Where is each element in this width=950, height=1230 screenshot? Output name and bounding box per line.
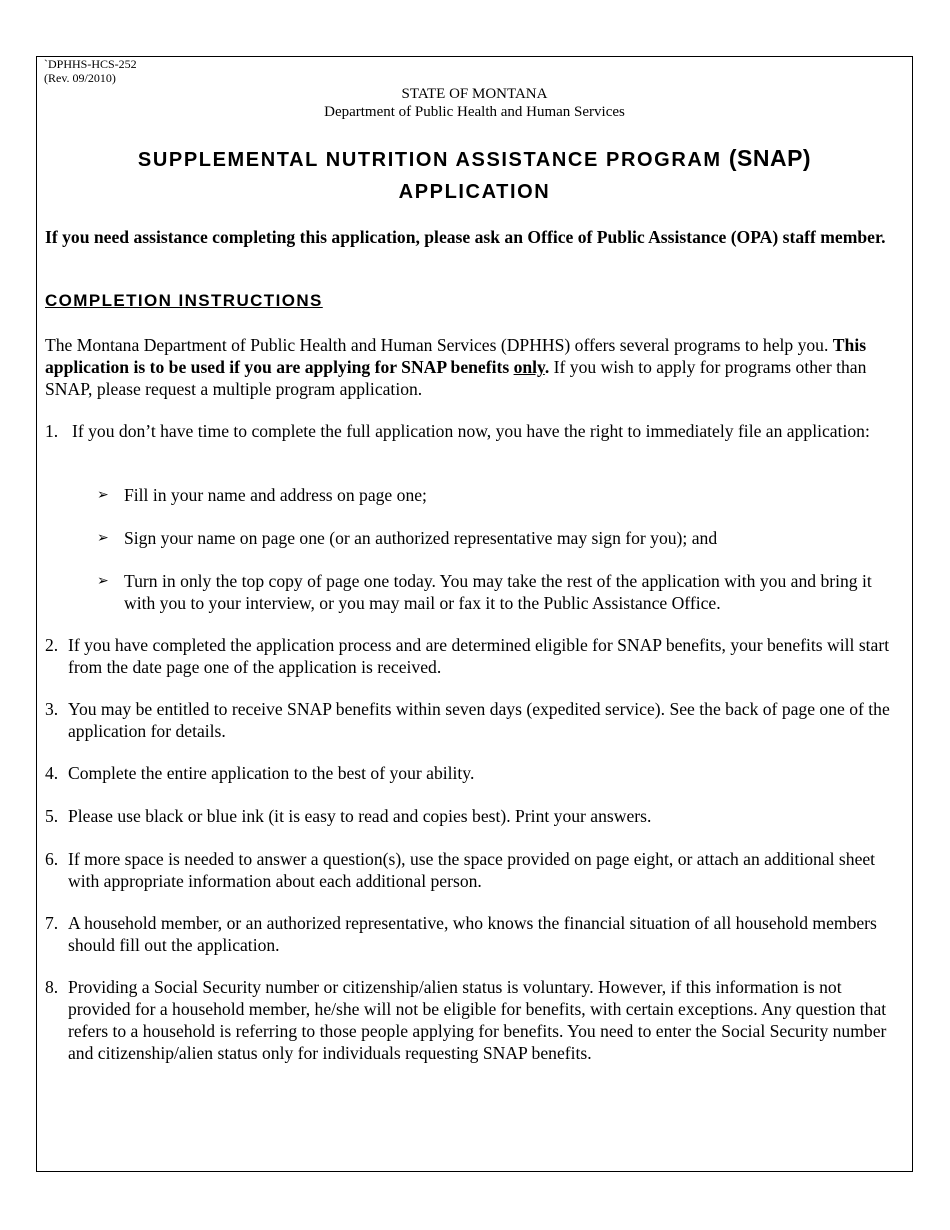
sub-step-3 (97, 570, 897, 614)
intro-bold-sentence: This application is to be used if you are applying for SNAP benefits only. (45, 335, 867, 377)
sub-step-text: Turn in only the top copy of page one today. You may take the rest of the application with you and bring it with you to your interview, or you may mail or fax it to the Public Assistance Office. (124, 571, 872, 613)
sub-step-1 (97, 484, 897, 506)
intro-only-emphasis: only (513, 357, 545, 377)
instruction-number: 4. (45, 763, 59, 783)
title-program-name: SUPPLEMENTAL NUTRITION ASSISTANCE PROGRAM (137, 149, 729, 171)
instruction-text: If you have completed the application process and are determined eligible for SNAP benefits, your benefits will start from the date page one of the application is received. (68, 635, 890, 677)
instruction-number: 6. (45, 849, 59, 869)
agency-header (36, 85, 913, 121)
state-name: STATE OF MONTANA (401, 86, 548, 102)
instruction-text: Complete the entire application to the best of your ability. (68, 763, 475, 783)
instruction-number: 5. (45, 806, 59, 826)
page-title (36, 142, 913, 208)
instruction-item-7 (45, 912, 905, 956)
instruction-text: Providing a Social Security number or citizenship/alien status is voluntary. However, if this information is not provided for a household member, he/she will not be eligible for benefits, with certain exceptions. Any question that refers to a household is referring to those people applying for benefits. You need to enter the Social Security number and citizenship/alien status only for individuals requesting SNAP benefits. (68, 977, 887, 1063)
instruction-item-5 (45, 805, 905, 827)
form-number: `DPHHS-HCS-252 (44, 57, 137, 71)
instruction-item-4 (45, 762, 905, 784)
instruction-text: A household member, or an authorized representative, who knows the financial situation of all household members should fill out the application. (68, 913, 877, 955)
instruction-number: 7. (45, 913, 59, 933)
instruction-item-8 (45, 976, 905, 1064)
section-heading: COMPLETION INSTRUCTIONS (45, 291, 323, 310)
instruction-text: If more space is needed to answer a question(s), use the space provided on page eight, or attach an additional sheet with appropriate information about each additional person. (68, 849, 876, 891)
department-name: Department of Public Health and Human Services (324, 104, 625, 120)
form-revision: (Rev. 09/2010) (44, 71, 116, 85)
intro-paragraph (45, 334, 905, 400)
sub-step-text: Sign your name on page one (or an authorized representative may sign for you); and (124, 528, 718, 548)
instruction-text: You may be entitled to receive SNAP benefits within seven days (expedited service). See the back of page one of the application for details. (68, 699, 890, 741)
sub-step-2 (97, 527, 897, 549)
title-acronym: (SNAP) (728, 145, 812, 171)
title-line-2: APPLICATION (398, 181, 551, 203)
sub-step-text: Fill in your name and address on page one; (124, 485, 427, 505)
instruction-text: If you don’t have time to complete the full application now, you have the right to immediately file an application: (72, 421, 870, 441)
intro-sentence-1: The Montana Department of Public Health and Human Services (DPHHS) offers several programs to help you. (45, 335, 829, 355)
title-line-1 (36, 142, 913, 176)
arrow-bullet-icon: ➢ (97, 530, 109, 546)
instruction-item-2 (45, 634, 905, 678)
arrow-bullet-icon: ➢ (97, 487, 109, 503)
instruction-number: 8. (45, 977, 59, 997)
instruction-number: 3. (45, 699, 59, 719)
instruction-item-6 (45, 848, 905, 892)
instruction-item-3 (45, 698, 905, 742)
form-identifier (44, 57, 137, 85)
assistance-note: If you need assistance completing this application, please ask an Office of Public Assistance (OPA) staff member. (45, 227, 886, 247)
arrow-bullet-icon: ➢ (97, 573, 109, 589)
intro-sentence-3: If you wish to apply for programs other than SNAP, please request a multiple program application. (45, 357, 867, 399)
instruction-number: 1. (45, 421, 59, 441)
instruction-item-1 (45, 420, 905, 442)
instruction-number: 2. (45, 635, 59, 655)
instruction-text: Please use black or blue ink (it is easy to read and copies best). Print your answers. (68, 806, 652, 826)
